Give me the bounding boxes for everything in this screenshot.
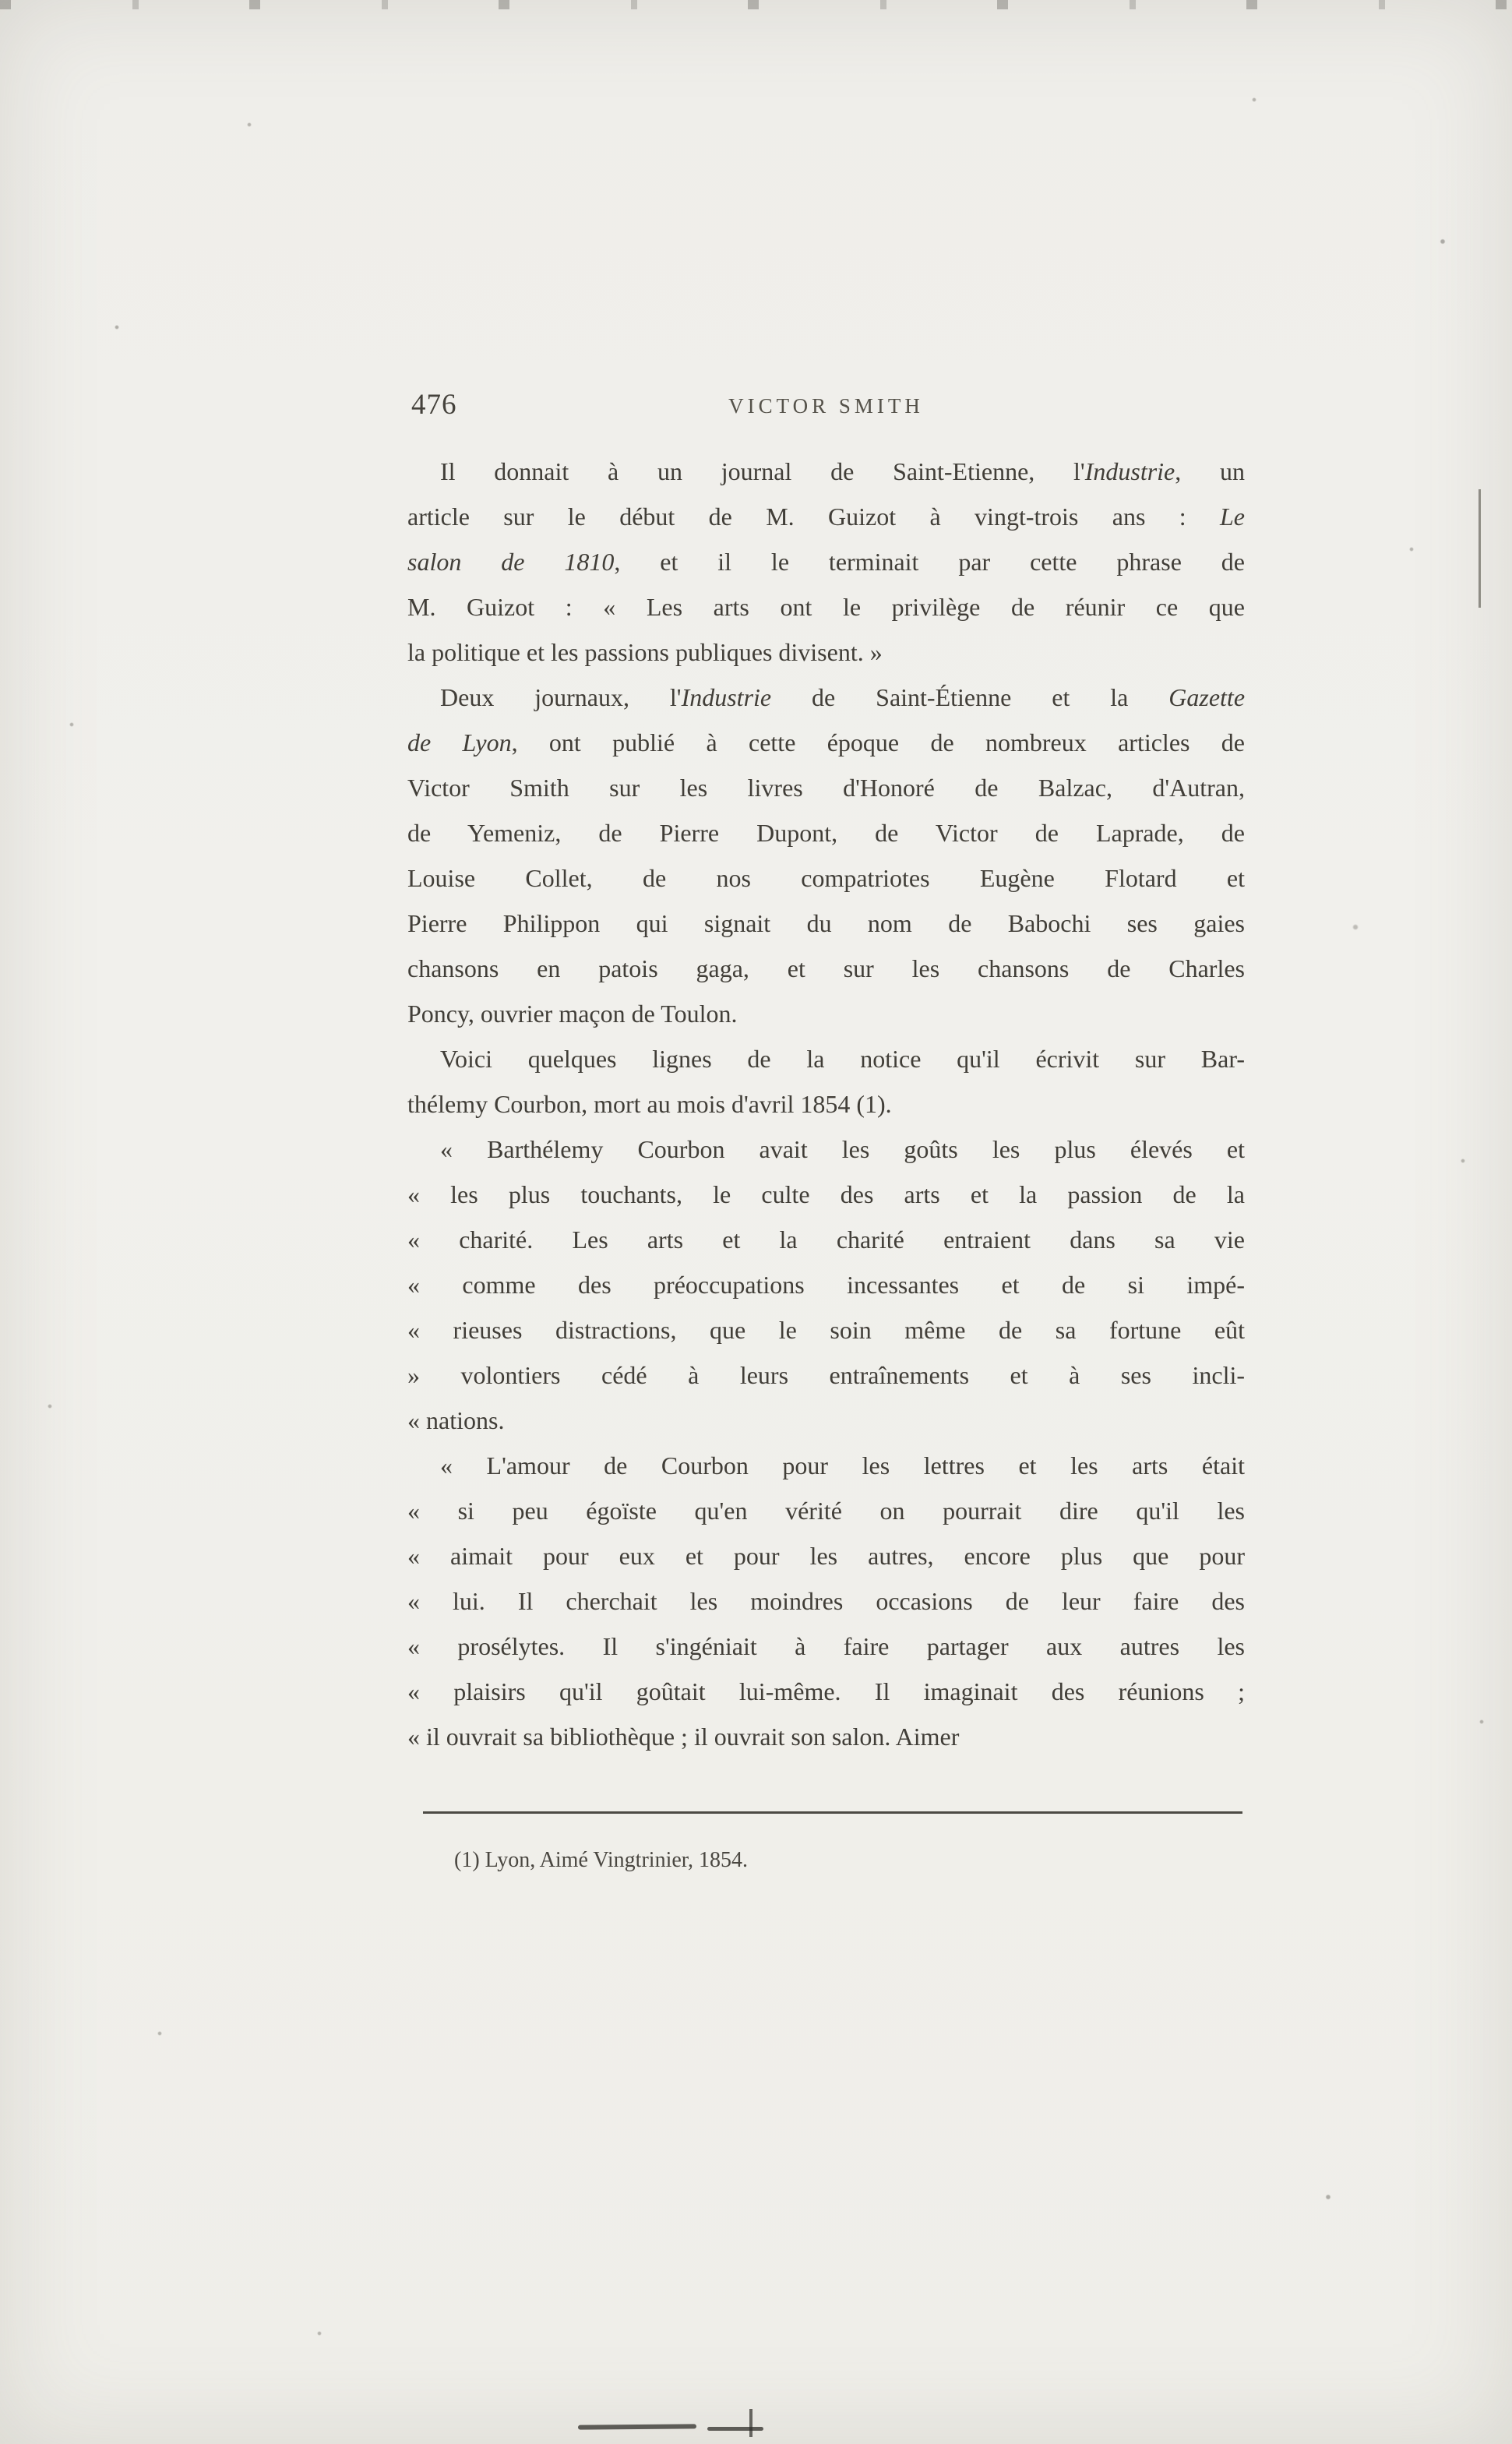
text-segment: de Yemeniz, de Pierre Dupont, de Victor de Laprade, de <box>407 819 1245 847</box>
text-segment: « aimait pour eux et pour les autres, encore plus que pour <box>407 1542 1245 1570</box>
text-segment: Deux journaux, l' <box>440 683 682 711</box>
text-line <box>407 1443 1245 1488</box>
text-segment: , et il le terminait par cette phrase de <box>614 548 1246 576</box>
italic-text: Industrie <box>681 683 772 711</box>
text-line <box>407 946 1245 991</box>
text-segment: « plaisirs qu'il goûtait lui-même. Il imaginait des réunions ; <box>407 1677 1245 1705</box>
page-number: 476 <box>411 389 457 421</box>
scan-bottom-tick <box>749 2409 752 2437</box>
text-line <box>407 1127 1245 1172</box>
text-segment: « L'amour de Courbon pour les lettres et les arts était <box>440 1451 1245 1479</box>
paragraph <box>407 1036 1245 1127</box>
paragraph <box>407 1443 1245 1759</box>
paragraph <box>407 675 1245 1036</box>
italic-text: Le <box>1220 503 1245 531</box>
text-line <box>407 1081 1245 1127</box>
text-line <box>407 1307 1245 1352</box>
text-segment: M. Guizot : « Les arts ont le privilège de réunir ce que <box>407 593 1245 621</box>
paragraph <box>407 1127 1245 1443</box>
text-segment: article sur le début de M. Guizot à vingt-trois ans : <box>407 503 1220 531</box>
text-line <box>407 901 1245 946</box>
text-segment: « Barthélemy Courbon avait les goûts les plus élevés et <box>440 1135 1245 1163</box>
text-segment: « charité. Les arts et la charité entraient dans sa vie <box>407 1226 1245 1254</box>
footnote-rule <box>423 1811 1242 1814</box>
text-segment: la politique et les passions publiques divisent. » <box>407 638 883 666</box>
text-segment: Poncy, ouvrier maçon de Toulon. <box>407 1000 738 1028</box>
footnote: (1) Lyon, Aimé Vingtrinier, 1854. <box>454 1848 748 1872</box>
text-segment: « nations. <box>407 1406 505 1434</box>
scan-edge-artifact <box>0 0 1512 9</box>
italic-text: de Lyon <box>407 728 512 756</box>
text-line <box>407 1398 1245 1443</box>
paragraph <box>407 449 1245 675</box>
text-line <box>407 539 1245 584</box>
text-segment: « comme des préoccupations incessantes et de si impé- <box>407 1271 1245 1299</box>
text-line <box>407 1262 1245 1307</box>
scan-margin-line <box>1479 489 1481 608</box>
text-line <box>407 494 1245 539</box>
italic-text: Gazette <box>1168 683 1246 711</box>
text-segment: » volontiers cédé à leurs entraînements et à ses incli- <box>407 1361 1245 1389</box>
text-segment: « il ouvrait sa bibliothèque ; il ouvrait son salon. Aimer <box>407 1723 960 1751</box>
text-line <box>407 584 1245 630</box>
text-line <box>407 810 1245 855</box>
text-segment: « rieuses distractions, que le soin même de sa fortune eût <box>407 1316 1245 1344</box>
scan-bottom-mark <box>707 2427 763 2431</box>
text-segment: chansons en patois gaga, et sur les chansons de Charles <box>407 954 1245 982</box>
text-segment: « si peu égoïste qu'en vérité on pourrait dire qu'il les <box>407 1497 1245 1525</box>
text-segment: « les plus touchants, le culte des arts et la passion de la <box>407 1180 1245 1208</box>
italic-text: Industrie <box>1084 457 1175 485</box>
text-line <box>407 1036 1245 1081</box>
text-segment: , ont publié à cette époque de nombreux articles de <box>511 728 1246 756</box>
text-line <box>407 630 1245 675</box>
running-header: VICTOR SMITH <box>728 394 924 418</box>
text-line <box>407 449 1245 494</box>
text-line <box>407 765 1245 810</box>
text-line <box>407 855 1245 901</box>
text-segment: Voici quelques lignes de la notice qu'il écrivit sur Bar- <box>440 1045 1245 1073</box>
text-line <box>407 1172 1245 1217</box>
text-line <box>407 1669 1245 1714</box>
text-line <box>407 1217 1245 1262</box>
text-line <box>407 675 1245 720</box>
scan-bottom-mark <box>578 2424 696 2429</box>
text-segment: « prosélytes. Il s'ingéniait à faire partager aux autres les <box>407 1632 1245 1660</box>
text-segment: thélemy Courbon, mort au mois d'avril 1854 (1). <box>407 1090 892 1118</box>
text-line <box>407 1714 1245 1759</box>
text-line <box>407 1624 1245 1669</box>
text-segment: Louise Collet, de nos compatriotes Eugène Flotard et <box>407 864 1245 892</box>
text-segment: « lui. Il cherchait les moindres occasions de leur faire des <box>407 1587 1245 1615</box>
text-line <box>407 1488 1245 1533</box>
text-segment: Il donnait à un journal de Saint-Etienne, l' <box>440 457 1085 485</box>
text-segment: Victor Smith sur les livres d'Honoré de Balzac, d'Autran, <box>407 774 1245 802</box>
text-line <box>407 1578 1245 1624</box>
text-line <box>407 991 1245 1036</box>
text-block <box>407 449 1245 1759</box>
text-line <box>407 1533 1245 1578</box>
italic-text: salon de 1810 <box>407 548 615 576</box>
text-line <box>407 1352 1245 1398</box>
text-segment: Pierre Philippon qui signait du nom de Babochi ses gaies <box>407 909 1245 937</box>
text-segment: , un <box>1175 457 1246 485</box>
text-segment: de Saint-Étienne et la <box>771 683 1169 711</box>
text-line <box>407 720 1245 765</box>
